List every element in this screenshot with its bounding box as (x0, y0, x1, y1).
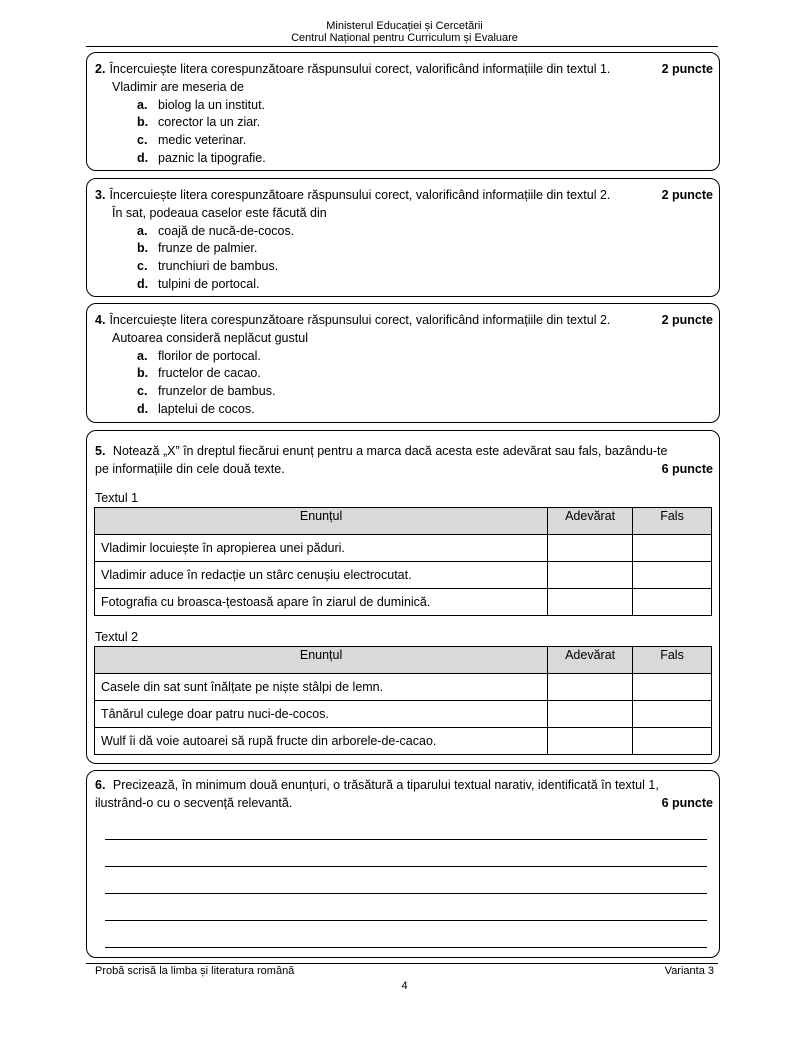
table-row (95, 728, 712, 755)
question-instruction: Încercuiește litera corespunzătoare răspunsului corect, valorificând informațiile din textul 2. (109, 313, 611, 327)
false-cell[interactable] (633, 674, 712, 701)
footer-exam-title: Probă scrisă la limba și literatura română (95, 965, 295, 977)
question-instruction-cont: ilustrând-o cu o secvență relevantă. (95, 795, 293, 810)
false-cell[interactable] (633, 535, 712, 562)
question-number: 3. (95, 188, 106, 202)
statement-cell: Fotografia cu broasca-țestoasă apare în ziarul de duminică. (95, 589, 548, 616)
text2-label: Textul 2 (95, 630, 139, 644)
false-cell[interactable] (633, 701, 712, 728)
answer-line[interactable] (105, 839, 707, 840)
option-b[interactable]: b. corector la un ziar. (137, 115, 261, 130)
true-cell[interactable] (548, 535, 633, 562)
option-d[interactable]: d. tulpini de portocal. (137, 276, 260, 291)
header-ministry: Ministerul Educației și Cercetării (326, 20, 483, 32)
text1-label: Textul 1 (95, 491, 139, 505)
question-4-box (86, 303, 720, 423)
option-a[interactable]: a. coajă de nucă-de-cocos. (137, 223, 295, 238)
col-true: Adevărat (548, 508, 633, 535)
false-cell[interactable] (633, 728, 712, 755)
question-points: 6 puncte (661, 461, 713, 476)
answer-line[interactable] (105, 866, 707, 867)
option-d[interactable]: d. paznic la tipografie. (137, 150, 266, 165)
statement-cell: Casele din sat sunt înălțate pe niște stâlpi de lemn. (95, 674, 548, 701)
question-points: 2 puncte (661, 188, 713, 202)
question-instruction-cont: pe informațiile din cele două texte. (95, 461, 285, 476)
table-row (95, 562, 712, 589)
option-b[interactable]: b. fructelor de cacao. (137, 366, 261, 381)
question-points: 6 puncte (661, 795, 713, 810)
footer-variant: Varianta 3 (664, 965, 714, 977)
col-false: Fals (633, 508, 712, 535)
question-5-box (86, 430, 720, 764)
question-2-box (86, 52, 720, 171)
option-c[interactable]: c. medic veterinar. (137, 133, 247, 148)
question-number: 4. (95, 313, 106, 327)
question-3-box (86, 178, 720, 297)
answer-line[interactable] (105, 947, 707, 948)
col-false: Fals (633, 647, 712, 674)
question-instruction: Încercuiește litera corespunzătoare răspunsului corect, valorificând informațiile din textul 1. (109, 62, 611, 76)
header-rule (86, 46, 718, 47)
option-d[interactable]: d. laptelui de cocos. (137, 401, 255, 416)
option-a[interactable]: a. florilor de portocal. (137, 348, 261, 363)
question-number: 5. (95, 444, 106, 458)
question-points: 2 puncte (661, 313, 713, 327)
true-cell[interactable] (548, 701, 633, 728)
true-cell[interactable] (548, 728, 633, 755)
footer-rule (86, 963, 718, 964)
table-row (95, 589, 712, 616)
statement-cell: Vladimir locuiește în apropierea unei păduri. (95, 535, 548, 562)
statement-cell: Vladimir aduce în redacție un stârc cenușiu electrocutat. (95, 562, 548, 589)
question-stem: Vladimir are meseria de (112, 79, 244, 94)
question-stem: În sat, podeaua caselor este făcută din (112, 205, 327, 220)
question-points: 2 puncte (661, 62, 713, 76)
answer-line[interactable] (105, 920, 707, 921)
table-row (95, 674, 712, 701)
page-header (0, 20, 809, 44)
table-row (95, 535, 712, 562)
question-stem: Autoarea consideră neplăcut gustul (112, 330, 308, 345)
option-c[interactable]: c. trunchiuri de bambus. (137, 259, 279, 274)
false-cell[interactable] (633, 562, 712, 589)
statement-cell: Wulf îi dă voie autoarei să rupă fructe din arborele-de-cacao. (95, 728, 548, 755)
col-statement: Enunțul (95, 508, 548, 535)
page-number: 4 (401, 980, 408, 992)
false-cell[interactable] (633, 589, 712, 616)
answer-line[interactable] (105, 893, 707, 894)
true-cell[interactable] (548, 589, 633, 616)
question-6-box (86, 770, 720, 958)
table-row (95, 701, 712, 728)
option-b[interactable]: b. frunze de palmier. (137, 241, 258, 256)
header-center: Centrul Național pentru Curriculum și Evaluare (291, 32, 518, 44)
statement-cell: Tânărul culege doar patru nuci-de-cocos. (95, 701, 548, 728)
question-number: 6. (95, 778, 106, 792)
question-number: 2. (95, 62, 106, 76)
col-true: Adevărat (548, 647, 633, 674)
text1-table (94, 507, 712, 616)
option-a[interactable]: a. biolog la un institut. (137, 97, 266, 112)
question-instruction: Notează „X” în dreptul fiecărui enunț pentru a marca dacă acesta este adevărat sau fals, bazându-te (112, 444, 668, 458)
true-cell[interactable] (548, 562, 633, 589)
text2-table (94, 646, 712, 755)
question-instruction: Încercuiește litera corespunzătoare răspunsului corect, valorificând informațiile din textul 2. (109, 188, 611, 202)
question-instruction: Precizează, în minimum două enunțuri, o trăsătură a tiparului textual narativ, identificată în textul 1, (112, 778, 659, 792)
true-cell[interactable] (548, 674, 633, 701)
col-statement: Enunțul (95, 647, 548, 674)
option-c[interactable]: c. frunzelor de bambus. (137, 384, 276, 399)
